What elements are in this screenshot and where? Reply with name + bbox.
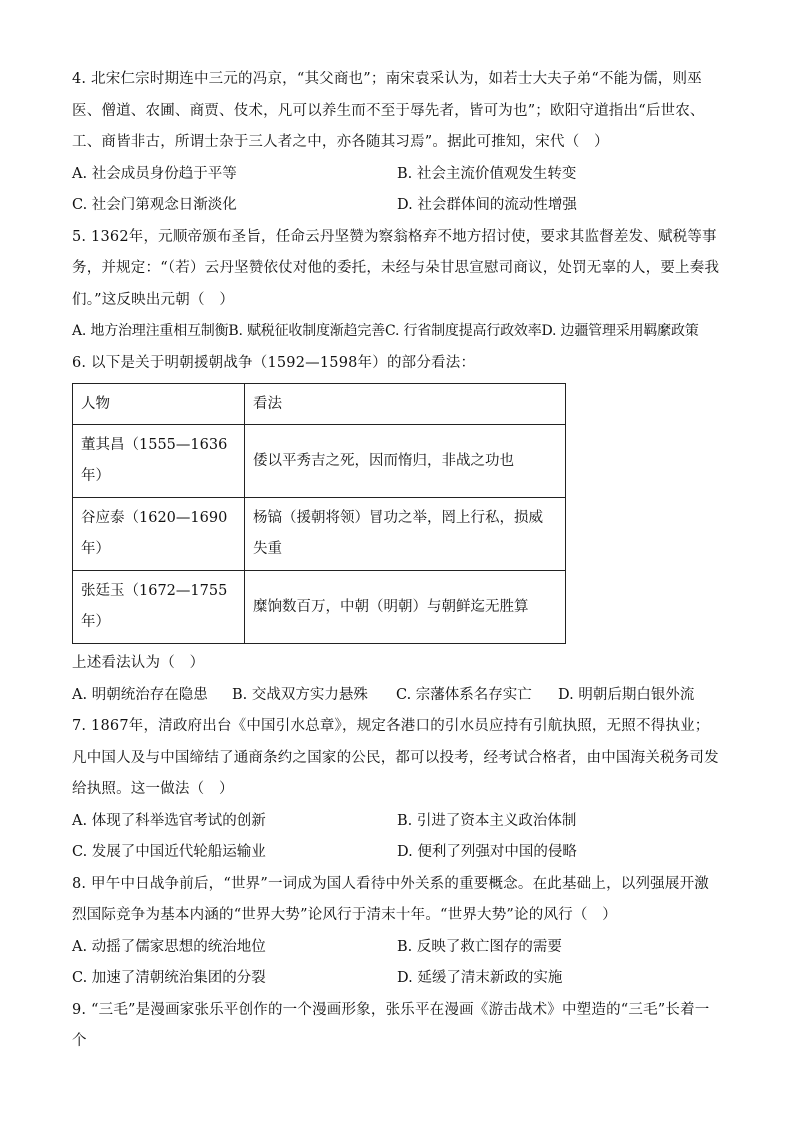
question-7 bbox=[72, 711, 722, 869]
views-table bbox=[72, 383, 566, 644]
exam-page bbox=[72, 64, 722, 1058]
table-cell-view: 糜饷数百万，中朝（明朝）与朝鲜迄无胜算 bbox=[245, 571, 566, 644]
question-5-options bbox=[72, 316, 722, 348]
question-5-stem: 5. 1362年，元顺帝颁布圣旨，任命云丹坚赞为察翁格弃不地方招讨使，要求其监督差发、赋税等事务，并规定：“（若）云丹坚赞依仗对他的委托，未经与朵甘思宣慰司商议，处罚无辜的人，要上奏我们。”这反映出元朝（ ） bbox=[72, 228, 720, 308]
table-header-person: 人物 bbox=[73, 384, 245, 425]
option-a[interactable]: A. 动摇了儒家思想的统治地位 bbox=[72, 938, 266, 955]
question-9 bbox=[72, 995, 722, 1058]
option-a[interactable]: A. 明朝统治存在隐患 bbox=[72, 686, 208, 703]
table-cell-person: 张廷玉（1672—1755年） bbox=[73, 571, 245, 644]
option-d[interactable]: D. 边疆管理采用羁縻政策 bbox=[541, 323, 699, 339]
question-6-prompt: 上述看法认为（ ） bbox=[72, 655, 205, 671]
table-cell-person: 董其昌（1555—1636年） bbox=[73, 425, 245, 498]
option-a[interactable]: A. 地方治理注重相互制衡 bbox=[72, 323, 229, 339]
table-row bbox=[73, 571, 566, 644]
option-b[interactable]: B. 交战双方实力悬殊 bbox=[232, 686, 368, 703]
question-8 bbox=[72, 869, 722, 995]
question-4 bbox=[72, 64, 722, 222]
option-d[interactable]: D. 便利了列强对中国的侵略 bbox=[397, 844, 577, 860]
table-cell-person: 谷应泰（1620—1690年） bbox=[73, 498, 245, 571]
option-d[interactable]: D. 延缓了清末新政的实施 bbox=[397, 970, 563, 986]
question-6-options bbox=[72, 680, 722, 712]
table-header-row bbox=[73, 384, 566, 425]
table-row bbox=[73, 425, 566, 498]
option-d[interactable]: D. 社会群体间的流动性增强 bbox=[397, 197, 577, 213]
question-9-stem: 9. “三毛”是漫画家张乐平创作的一个漫画形象，张乐平在漫画《游击战术》中塑造的“三毛”长着一个 bbox=[72, 1001, 710, 1049]
question-8-stem: 8. 甲午中日战争前后，“世界”一词成为国人看待中外关系的重要概念。在此基础上，以列强展开激烈国际竞争为基本内涵的“世界大势”论风行于清末十年。“世界大势”论的风行（ ） bbox=[72, 875, 709, 923]
table-header-view: 看法 bbox=[245, 384, 566, 425]
question-4-stem: 4. 北宋仁宗时期连中三元的冯京，“其父商也”；南宋袁采认为，如若士大夫子弟“不能为儒，则巫医、僧道、农圃、商贾、伎术，凡可以养生而不至于辱先者，皆可为也”；欧阳守道指出“后世农、工、商皆非古，所谓士杂于三人者之中，亦各随其习焉”。据此可推知，宋代（ ） bbox=[72, 71, 705, 150]
question-6-stem: 6. 以下是关于明朝援朝战争（1592—1598年）的部分看法： bbox=[72, 354, 476, 371]
option-b[interactable]: B. 引进了资本主义政治体制 bbox=[397, 812, 577, 829]
option-d[interactable]: D. 明朝后期白银外流 bbox=[558, 686, 695, 703]
option-a[interactable]: A. 体现了科举选官考试的创新 bbox=[72, 812, 266, 829]
option-c[interactable]: C. 宗藩体系名存实亡 bbox=[396, 686, 532, 703]
option-c[interactable]: C. 加速了清朝统治集团的分裂 bbox=[72, 970, 266, 986]
table-row bbox=[73, 498, 566, 571]
question-5 bbox=[72, 222, 722, 348]
question-4-options bbox=[72, 159, 722, 222]
option-b[interactable]: B. 反映了救亡图存的需要 bbox=[397, 938, 562, 955]
option-c[interactable]: C. 社会门第观念日渐淡化 bbox=[72, 197, 237, 213]
question-6 bbox=[72, 348, 722, 712]
option-b[interactable]: B. 赋税征收制度渐趋完善 bbox=[228, 323, 386, 339]
option-a[interactable]: A. 社会成员身份趋于平等 bbox=[72, 165, 237, 182]
table-cell-view: 倭以平秀吉之死，因而惰归，非战之功也 bbox=[245, 425, 566, 498]
question-7-options bbox=[72, 806, 722, 869]
option-c[interactable]: C. 发展了中国近代轮船运输业 bbox=[72, 844, 266, 860]
table-cell-view: 杨镐（援朝将领）冒功之举，罔上行私，损威失重 bbox=[245, 498, 566, 571]
option-c[interactable]: C. 行省制度提高行政效率 bbox=[385, 323, 542, 339]
question-8-options bbox=[72, 932, 722, 995]
option-b[interactable]: B. 社会主流价值观发生转变 bbox=[397, 165, 577, 182]
question-7-stem: 7. 1867年，清政府出台《中国引水总章》，规定各港口的引水员应持有引航执照，无照不得执业；凡中国人及与中国缔结了通商条约之国家的公民，都可以投考，经考试合格者，由中国海关税务司发给执照。这一做法（ ） bbox=[72, 718, 719, 797]
